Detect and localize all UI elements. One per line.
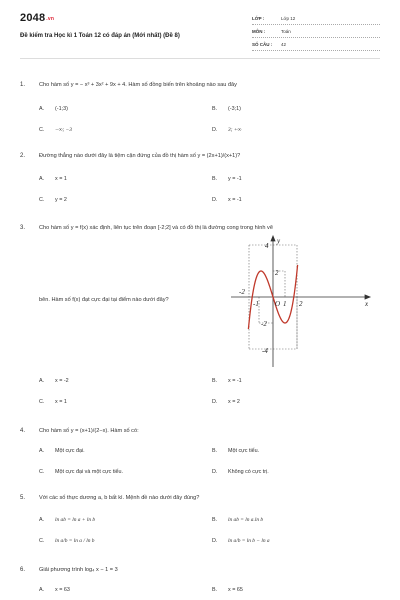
tick-y-neg4: -4 <box>262 347 268 355</box>
option-a[interactable]: A. x = 63 <box>39 587 70 593</box>
question-text-continued: bên. Hàm số f(x) đạt cực đại tại điểm nào dưới đây? <box>39 297 169 303</box>
question-number: 6. <box>20 567 26 573</box>
option-c[interactable]: C. y = 2 <box>39 197 67 203</box>
option-d[interactable]: D. ln a/b = ln b − ln a <box>212 538 270 544</box>
origin-label: O <box>275 300 281 308</box>
option-b[interactable]: B. y = -1 <box>212 176 242 182</box>
meta-subject-row <box>252 28 380 38</box>
question-number: 3. <box>20 225 26 231</box>
document-title: Đề kiểm tra Học kì 1 Toán 12 có đáp án (Mới nhất) (Đề 8) <box>20 33 180 39</box>
meta-class-value: Lớp 12 <box>281 16 296 21</box>
question-text: Cho hàm số y = − x³ + 3x² + 9x + 4. Hàm số đồng biến trên khoảng nào sau đây <box>39 82 237 88</box>
question-text: Giải phương trình log₄ x − 1 = 3 <box>39 567 118 573</box>
question-number: 2. <box>20 153 26 159</box>
logo-suffix-text: .vn <box>46 16 55 22</box>
y-axis-arrow <box>271 236 275 241</box>
document-meta <box>252 15 380 54</box>
option-d[interactable]: D. Không có cực trị. <box>212 469 269 475</box>
x-axis-label: x <box>365 300 369 308</box>
question-number: 1. <box>20 82 26 88</box>
option-d[interactable]: D. 3; +∞ <box>212 127 242 133</box>
option-a[interactable]: A. x = 1 <box>39 176 67 182</box>
question-number: 5. <box>20 495 26 501</box>
question-number: 4. <box>20 428 26 434</box>
header-divider <box>20 58 380 59</box>
question-text: Cho hàm số y = f(x) xác định, liên tục trên đoạn [-2;2] và có đồ thị là đường cong trong hình vẽ <box>39 225 273 231</box>
document-header <box>0 0 400 62</box>
tick-y-neg2: -2 <box>261 320 267 328</box>
option-b[interactable]: B. x = 65 <box>212 587 243 593</box>
meta-subject-value: Toán <box>281 29 291 34</box>
option-c[interactable]: C. Một cực đại và một cực tiểu. <box>39 469 124 475</box>
graph-labels <box>239 237 369 355</box>
question-text: Đường thẳng nào dưới đây là tiệm cận đứng của đồ thị hàm số y = (2x+1)/(x+1)? <box>39 153 241 159</box>
meta-class-label: LỚP : <box>252 16 265 21</box>
tick-x-neg1: -1 <box>253 300 259 308</box>
meta-count-row <box>252 41 380 51</box>
option-c[interactable]: C. ln a/b = ln a / ln b <box>39 538 95 544</box>
option-a[interactable]: A. Một cực đại. <box>39 448 85 454</box>
site-logo[interactable] <box>20 12 54 24</box>
option-d[interactable]: D. x = 2 <box>212 399 240 405</box>
option-b[interactable]: B. (-3;1) <box>212 106 241 112</box>
meta-count-label: SỐ CÂU : <box>252 42 273 47</box>
meta-count-value: 42 <box>281 42 287 47</box>
option-d[interactable]: D. x = -1 <box>212 197 242 203</box>
option-c[interactable]: C. x = 1 <box>39 399 67 405</box>
option-b[interactable]: B. x = -1 <box>212 378 242 384</box>
tick-x1: 1 <box>283 300 287 308</box>
y-axis-label: y <box>277 237 281 245</box>
question-text: Với các số thực dương a, b bất kì. Mệnh đề nào dưới đây đúng? <box>39 495 200 501</box>
tick-x-neg2: -2 <box>239 288 245 296</box>
function-graph <box>227 235 379 371</box>
option-b[interactable]: B. Một cực tiểu. <box>212 448 260 454</box>
meta-subject-label: MÔN : <box>252 29 266 34</box>
tick-y4: 4 <box>265 242 269 250</box>
option-a[interactable]: A. ln ab = ln a + ln b <box>39 517 96 523</box>
question-text: Cho hàm số y = (x+1)/(2−x). Hàm số có: <box>39 428 139 434</box>
tick-y2: 2 <box>275 269 279 277</box>
option-a[interactable]: A. (-1;3) <box>39 106 68 112</box>
tick-x2: 2 <box>299 300 303 308</box>
option-b[interactable]: B. ln ab = ln a.ln b <box>212 517 264 523</box>
logo-main-text: 2048 <box>20 12 46 24</box>
meta-class-row <box>252 15 380 25</box>
option-c[interactable]: C. −∞; −3 <box>39 127 72 133</box>
x-axis-arrow <box>365 295 370 299</box>
option-a[interactable]: A. x = -2 <box>39 378 69 384</box>
